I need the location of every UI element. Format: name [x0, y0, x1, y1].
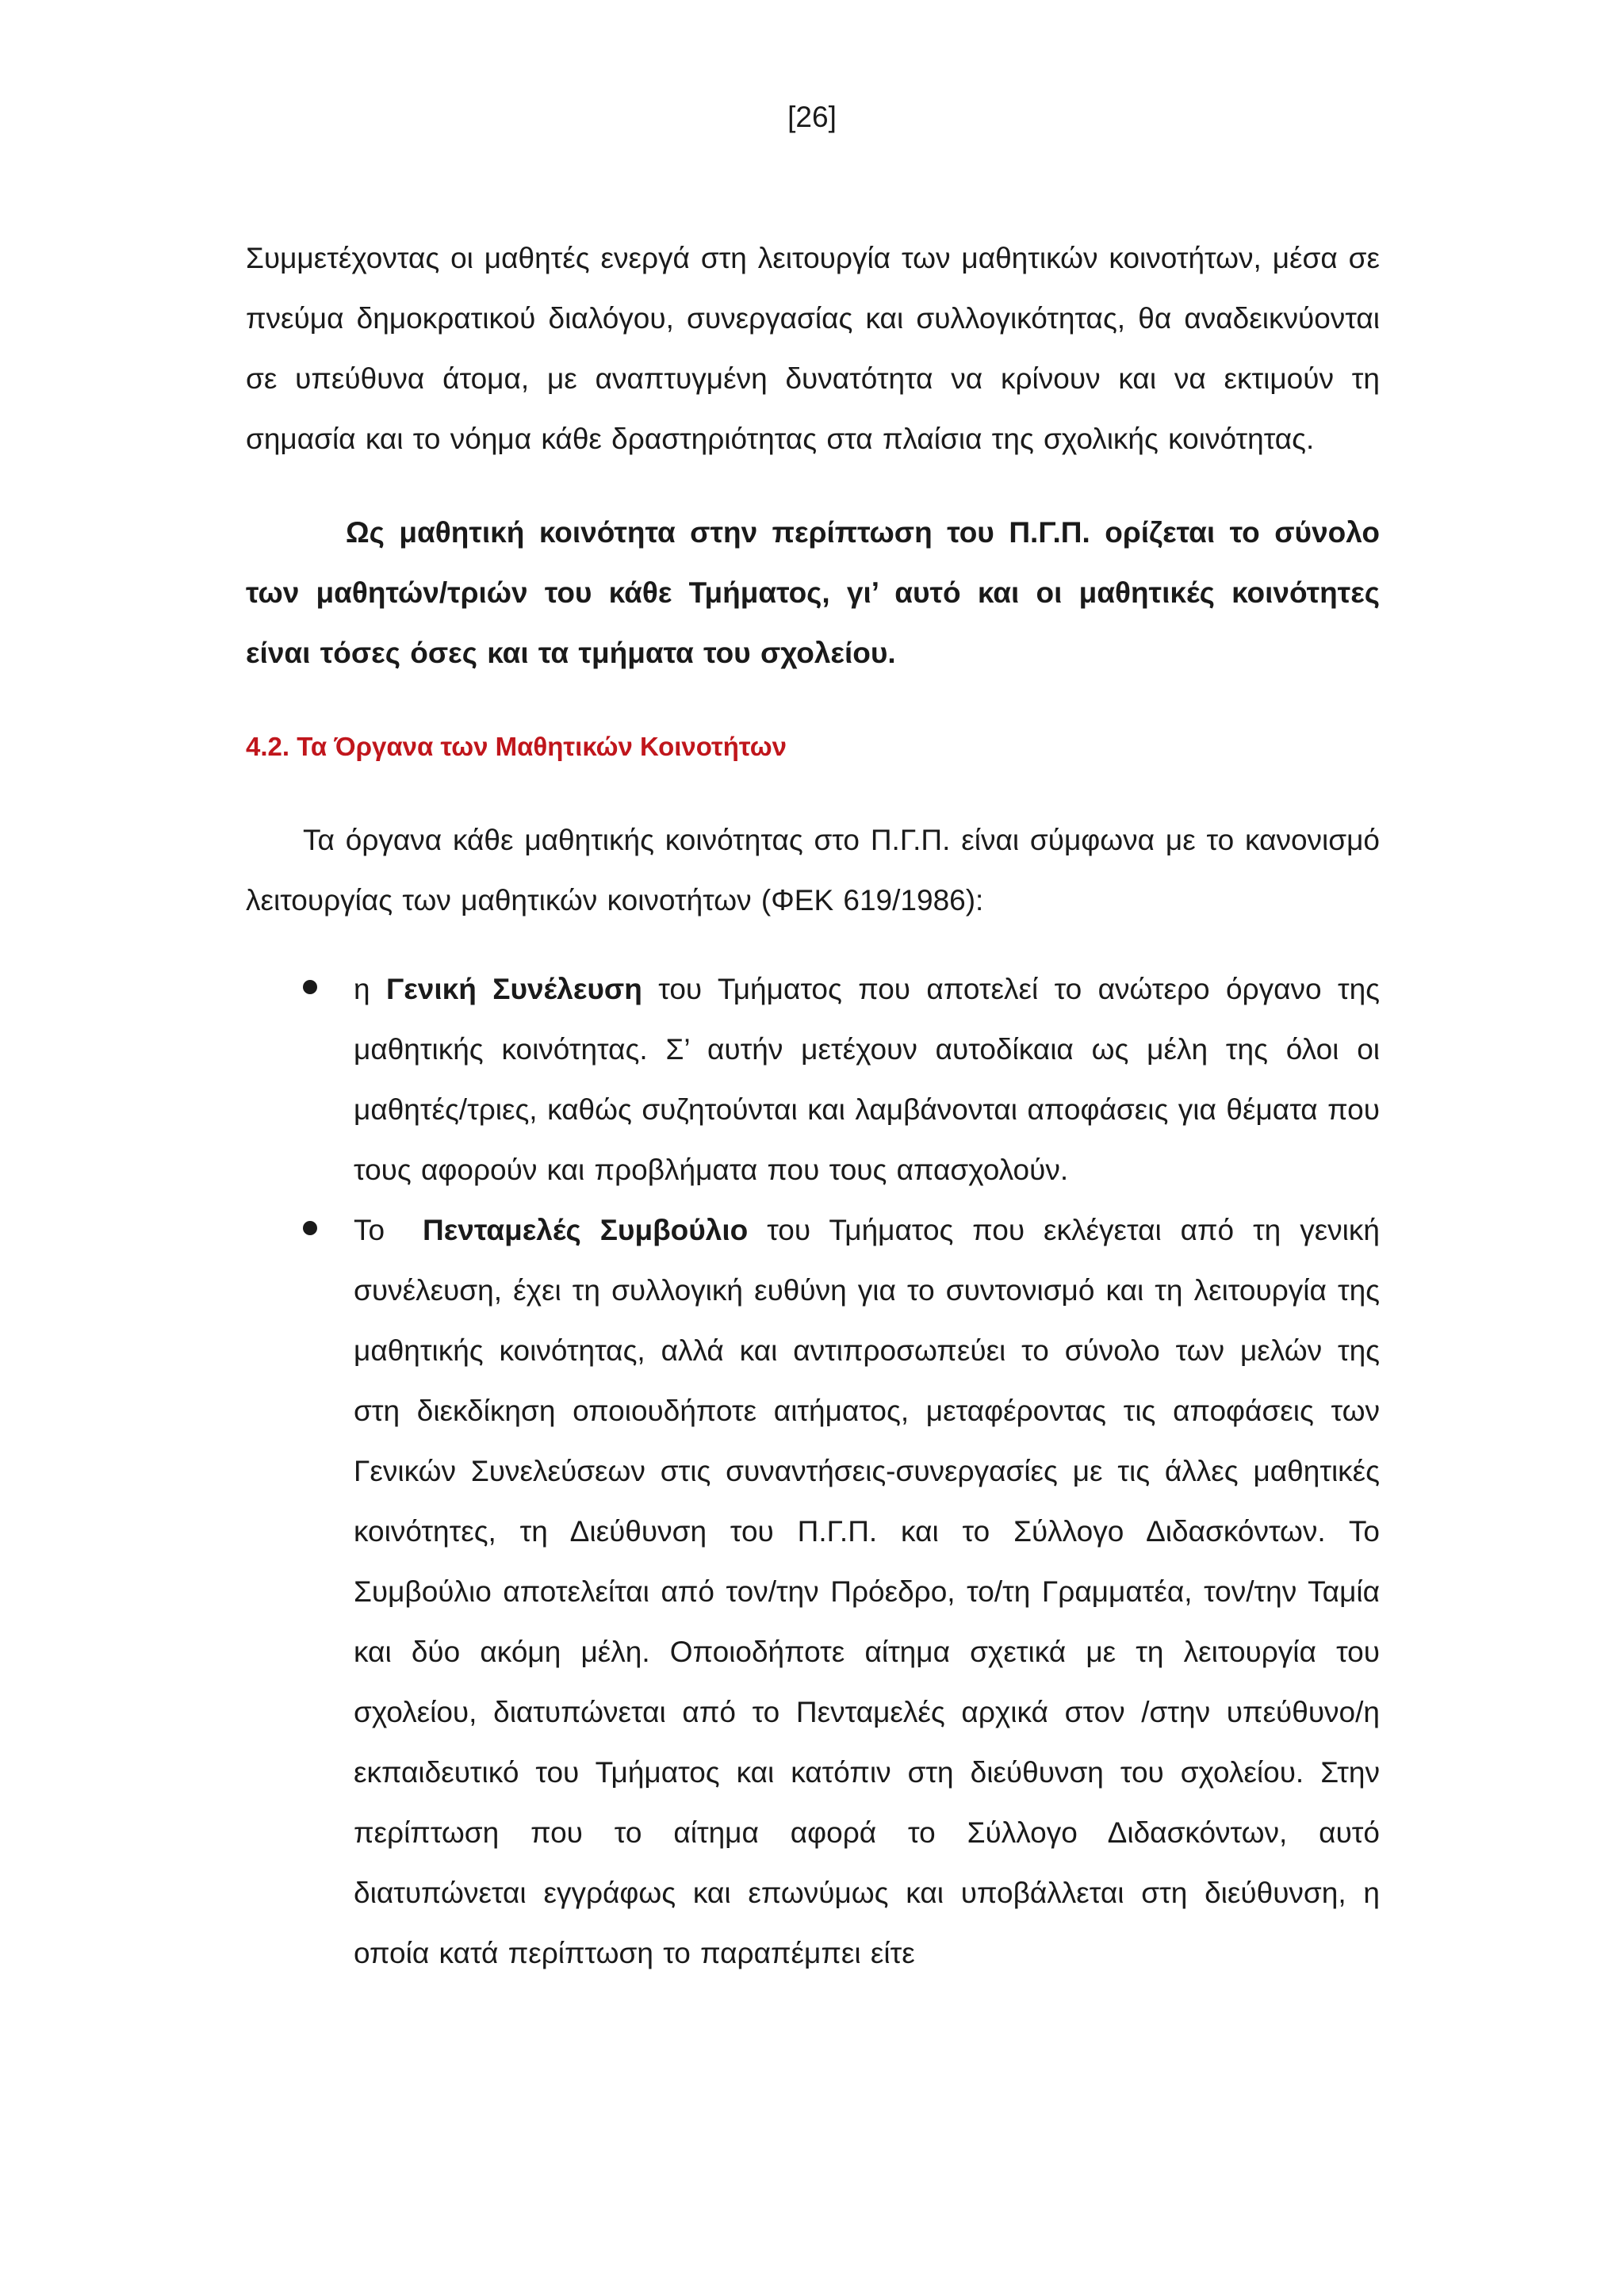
- bullet-prefix: Το: [354, 1214, 423, 1246]
- bullet-bold-term: Πενταμελές Συμβούλιο: [422, 1214, 749, 1246]
- list-item-five-member-council: [246, 1200, 1380, 1984]
- bullet-bold-term: Γενική Συνέλευση: [385, 973, 642, 1005]
- bullet-prefix: η: [354, 973, 386, 1005]
- bullet-text: του Τμήματος που εκλέγεται από τη γενική συνέλευση, έχει τη συλλογική ευθύνη για το συντονισμό και τη λειτουργία της μαθητικής κοινότητας, αλλά και αντιπροσωπεύει το σύνολο των μελών της στη διεκδίκηση οποιουδήποτε αιτήματος, μεταφέροντας τις αποφάσεις των Γενικών Συνελεύσεων στις συναντήσεις-συνεργασίες με τις άλλες μαθητικές κοινότητες, τη Διεύθυνση του Π.Γ.Π. και το Σύλλογο Διδασκόντων. Το Συμβούλιο αποτελείται από τον/την Πρόεδρο, το/τη Γραμματέα, τον/την Ταμία και δύο ακόμη μέλη. Οποιοδήποτε αίτημα σχετικά με τη λειτουργία του σχολείου, διατυπώνεται από το Πενταμελές αρχικά στον /στην υπεύθυνο/η εκπαιδευτικό του Τμήματος και κατόπιν στη διεύθυνση του σχολείου. Στην περίπτωση που το αίτημα αφορά το Σύλλογο Διδασκόντων, αυτό διατυπώνεται εγγράφως και επωνύμως και υποβάλλεται στη διεύθυνση, η οποία κατά περίπτωση το παραπέμπει είτε: [354, 1214, 1380, 1969]
- page-number: [26]: [787, 101, 837, 133]
- document-body: [246, 228, 1380, 1984]
- bullet-text: του Τμήματος που αποτελεί το ανώτερο όργανο της μαθητικής κοινότητας. Σ’ αυτήν μετέχουν αυτοδίκαια ως μέλη της όλοι οι μαθητές/τριες, καθώς συζητούνται και λαμβάνονται αποφάσεις για θέματα που τους αφορούν και προβλήματα που τους απασχολούν.: [354, 973, 1381, 1186]
- list-item-general-assembly: [246, 959, 1380, 1200]
- bullet-icon: [303, 980, 317, 994]
- organs-bullet-list: [246, 959, 1380, 1984]
- section-intro-paragraph: Τα όργανα κάθε μαθητικής κοινότητας στο Π.Γ.Π. είναι σύμφωνα με το κανονισμό λειτουργίας των μαθητικών κοινοτήτων (ΦΕΚ 619/1986):: [246, 824, 1380, 916]
- intro-paragraph: Συμμετέχοντας οι μαθητές ενεργά στη λειτουργία των μαθητικών κοινοτήτων, μέσα σε πνεύμα δημοκρατικού διαλόγου, συνεργασίας και συλλογικότητας, θα αναδεικνύονται σε υπεύθυνα άτομα, με αναπτυγμένη δυνατότητα να κρίνουν και να εκτιμούν τη σημασία και το νόημα κάθε δραστηριότητας στα πλαίσια της σχολικής κοινότητας.: [246, 242, 1380, 455]
- section-heading: 4.2. Τα Όργανα των Μαθητικών Κοινοτήτων: [246, 732, 787, 761]
- definition-paragraph: Ως μαθητική κοινότητα στην περίπτωση του Π.Γ.Π. ορίζεται το σύνολο των μαθητών/τριών του κάθε Τμήματος, γι’ αυτό και οι μαθητικές κοινότητες είναι τόσες όσες και τα τμήματα του σχολείου.: [246, 516, 1380, 669]
- bullet-icon: [303, 1221, 317, 1235]
